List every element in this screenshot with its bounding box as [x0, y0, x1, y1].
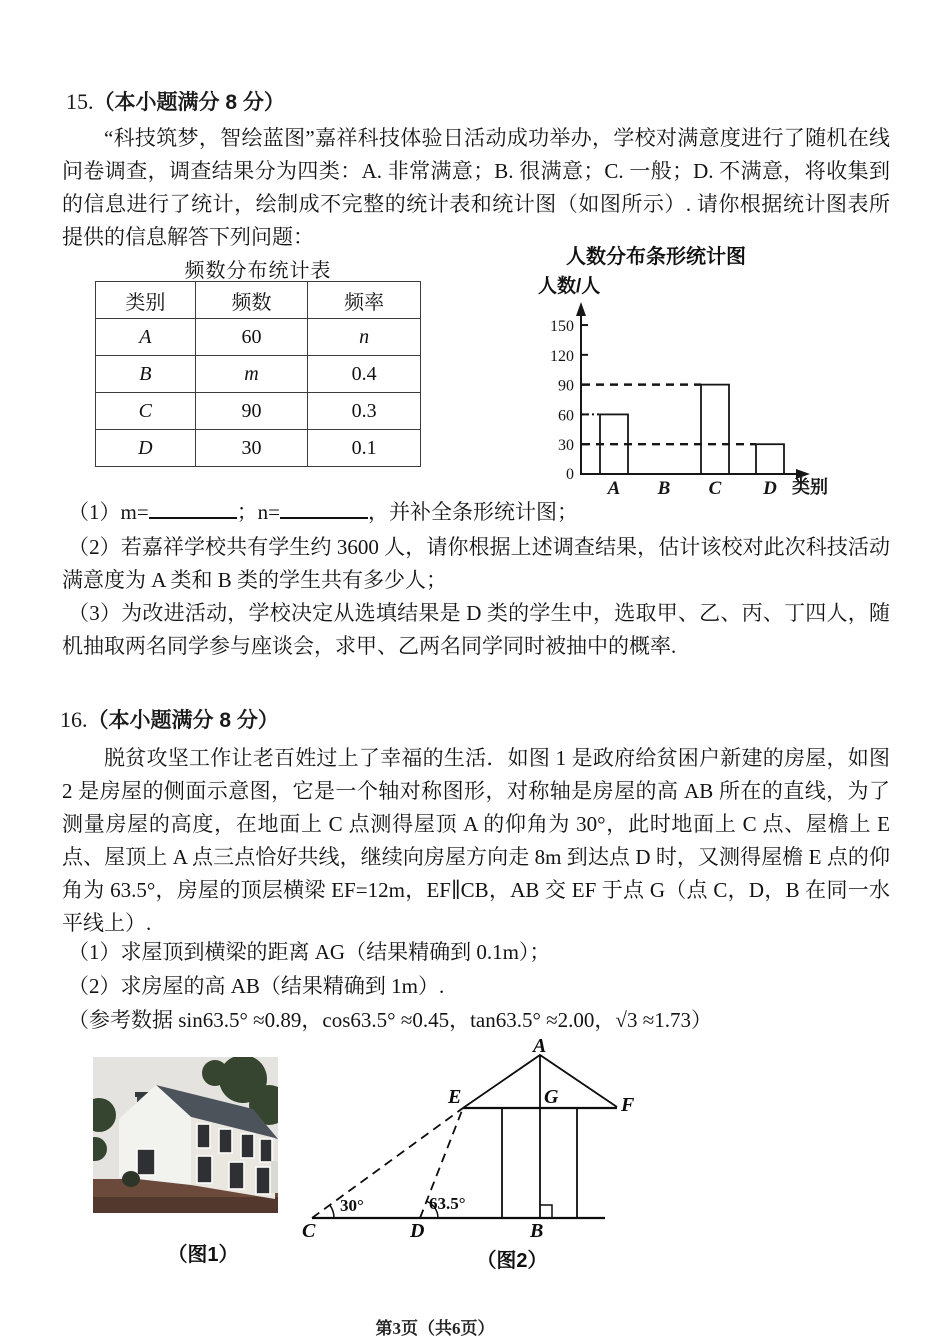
col-header-frequency: 频数	[195, 282, 308, 319]
col-header-rate: 频率	[308, 282, 421, 319]
q16-reference-data: （参考数据 sin63.5° ≈0.89，cos63.5° ≈0.45，tan63.5° ≈2.00，√3 ≈1.73）	[68, 1008, 712, 1032]
cell-rate-a: n	[308, 319, 421, 356]
cell-category-a: A	[96, 319, 196, 356]
q16-question-2: （2）求房屋的高 AB（结果精确到 1m）.	[68, 974, 445, 998]
svg-text:D: D	[763, 478, 777, 499]
q1-text-post: ，并补全条形统计图；	[368, 500, 579, 525]
svg-text:B: B	[657, 478, 671, 499]
cell-rate-d: 0.1	[308, 430, 421, 467]
q15-question-3: （3）为改进活动，学校决定从选填结果是 D 类的学生中，选取甲、乙、丙、丁四人，随机抽取两名同学参与座谈会，求甲、乙两名同学同时被抽中的概率.	[62, 601, 890, 658]
frequency-table-title: 频数分布统计表	[184, 260, 332, 282]
table-row	[96, 393, 421, 430]
house-photo	[93, 1057, 278, 1213]
q1-text-pre: （1）m=	[68, 500, 149, 525]
cell-category-c: C	[96, 393, 196, 430]
cell-rate-c: 0.3	[308, 393, 421, 430]
point-label-d: D	[410, 1220, 425, 1242]
point-label-b: B	[530, 1220, 544, 1242]
bar-chart-plot	[538, 296, 888, 504]
svg-text:0: 0	[566, 466, 574, 483]
problem-15-heading	[66, 86, 285, 116]
point-label-e: E	[448, 1086, 462, 1108]
problem-16-number: 16.	[60, 707, 88, 732]
bar-chart-ylabel: 人数/人	[538, 276, 601, 297]
svg-text:60: 60	[558, 407, 574, 425]
frequency-table	[95, 281, 421, 467]
svg-text:C: C	[708, 478, 722, 499]
angle-label-63-5: 63.5°	[429, 1194, 466, 1213]
problem-16-heading	[60, 704, 279, 734]
q15-question-2: （2）若嘉祥学校共有学生约 3600 人，请你根据上述调查结果，估计该校对此次科技活动满意度为 A 类和 B 类的学生共有多少人；	[62, 535, 890, 592]
q16-question-1: （1）求屋顶到横梁的距离 AG（结果精确到 0.1m）；	[68, 940, 551, 964]
q1-text-sep: ；n=	[236, 500, 281, 525]
svg-text:A: A	[607, 478, 621, 499]
problem-15-number: 15.	[66, 89, 94, 114]
problem-15-score: （本小题满分 8 分）	[93, 91, 285, 114]
table-header-row	[96, 282, 421, 319]
problem-15-intro: “科技筑梦，智绘蓝图”嘉祥科技体验日活动成功举办，学校对满意度进行了随机在线问卷调查，调查结果分为四类：A. 非常满意；B. 很满意；C. 一般；D. 不满意，将收集到的信息进行了统计，绘制成不完整的统计表和统计图（如图所示）. 请你根据统计图表所提供的信息解答下列问题：	[62, 126, 890, 249]
table-row	[96, 319, 421, 356]
figure-2-diagram	[290, 1035, 650, 1240]
cell-freq-a: 60	[195, 319, 308, 356]
table-row	[96, 356, 421, 393]
blank-n	[280, 496, 368, 519]
page-footer: 第3页（共6页）	[375, 1319, 495, 1338]
table-row	[96, 430, 421, 467]
problem-16-intro: 脱贫攻坚工作让老百姓过上了幸福的生活．如图 1 是政府给贫困户新建的房屋，如图 2 是房屋的侧面示意图，它是一个轴对称图形，对称轴是房屋的高 AB 所在的直线，为了测量房屋的高度，在地面上 C 点测得屋顶 A 的仰角为 30°，此时地面上 C 点、屋檐上 E 点、屋顶上 A 点三点恰好共线，继续向房屋方向走 8m 到达点 D 时，又测得屋檐 E 点的仰角为 63.5°，房屋的顶层横梁 EF=12m，EF∥CB，AB 交 EF 于点 G（点 C，D，B 在同一水平线上）.	[62, 746, 890, 935]
svg-text:类别: 类别	[792, 477, 828, 497]
cell-rate-b: 0.4	[308, 356, 421, 393]
figure-1-caption: （图1）	[167, 1244, 239, 1266]
svg-text:150: 150	[550, 318, 574, 336]
point-label-g: G	[544, 1086, 559, 1108]
angle-label-30: 30°	[340, 1196, 364, 1215]
point-label-f: F	[621, 1094, 635, 1116]
bar-chart-title: 人数分布条形统计图	[566, 246, 746, 268]
blank-m	[149, 496, 237, 519]
cell-category-b: B	[96, 356, 196, 393]
svg-text:90: 90	[558, 377, 574, 395]
cell-freq-b: m	[195, 356, 308, 393]
svg-text:30: 30	[558, 437, 574, 455]
point-label-c: C	[302, 1220, 316, 1242]
col-header-category: 类别	[96, 282, 196, 319]
problem-16-score: （本小题满分 8 分）	[87, 709, 279, 732]
cell-category-d: D	[96, 430, 196, 467]
q15-question-1	[68, 496, 890, 529]
point-label-a: A	[533, 1035, 547, 1057]
cell-freq-c: 90	[195, 393, 308, 430]
svg-text:120: 120	[550, 347, 574, 365]
figure-2-caption: （图2）	[476, 1250, 548, 1272]
cell-freq-d: 30	[195, 430, 308, 467]
